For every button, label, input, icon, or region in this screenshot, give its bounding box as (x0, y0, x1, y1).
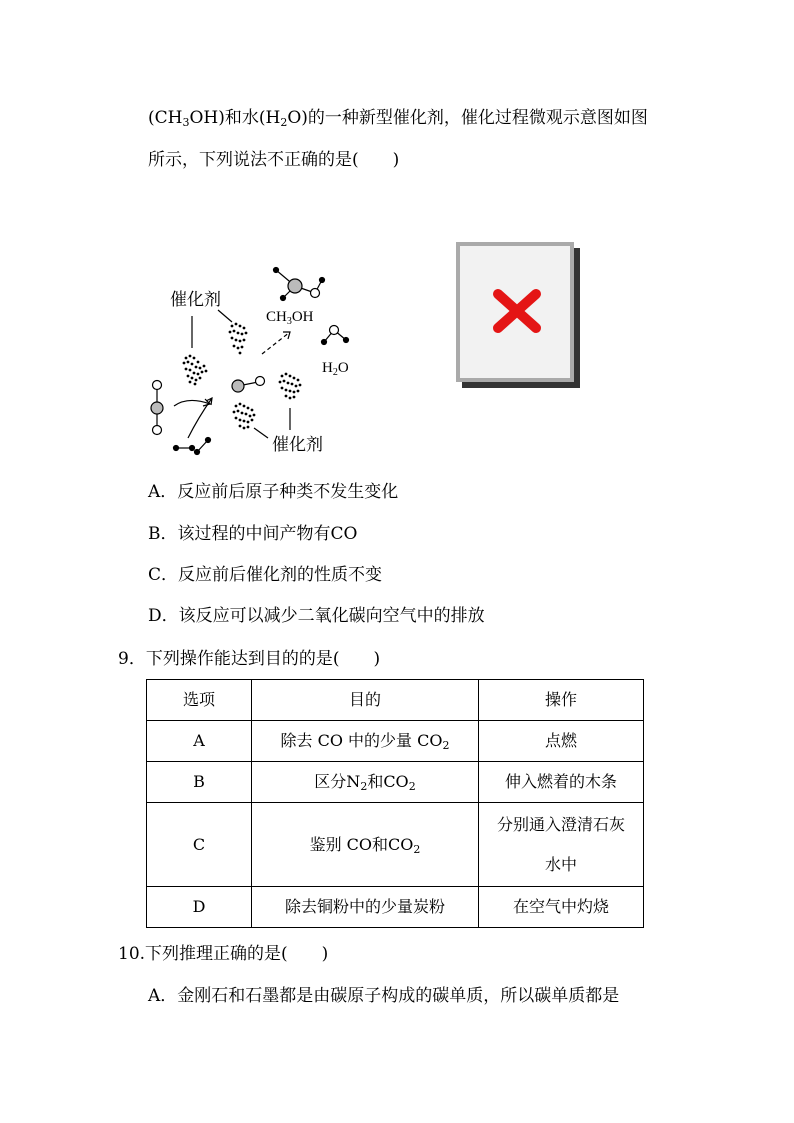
q10-stem: 10.下列推理正确的是( ) (118, 944, 329, 964)
catalyst-cluster (183, 355, 208, 386)
catalyst-label-top: 催化剂 (170, 290, 221, 310)
subscript: 2 (442, 739, 450, 752)
co2-molecule (151, 381, 163, 435)
purpose-text: 区分N (314, 772, 361, 791)
subscript: 2 (413, 842, 421, 856)
purpose-cell (252, 721, 479, 762)
broken-image-svg (456, 242, 580, 388)
catalysis-diagram-svg (140, 258, 380, 468)
header-purpose: 目的 (252, 680, 479, 721)
table-row (147, 721, 644, 762)
intro-text: (CH (148, 108, 183, 128)
purpose-cell (252, 762, 479, 803)
table-row (147, 887, 644, 928)
operation-cell: 在空气中灼烧 (479, 887, 644, 928)
purpose-text: 和CO (367, 772, 409, 791)
purpose-text: 除去 CO 中的少量 CO (280, 731, 443, 750)
ch3oh-molecule (274, 268, 325, 301)
intro-line-2: 所示，下列说法不正确的是( ) (148, 150, 400, 170)
h2o-label: $H_2O$ (322, 360, 349, 378)
q8-option-c: C．反应前后催化剂的性质不变 (148, 565, 383, 585)
table-header-row (147, 680, 644, 721)
catalysis-diagram (140, 258, 380, 468)
q9-stem: 9．下列操作能达到目的的是( ) (118, 649, 381, 669)
q10-option-a: A．金刚石和石墨都是由碳原子构成的碳单质，所以碳单质都是 (148, 986, 620, 1006)
q9-table (146, 679, 644, 928)
option-cell: C (147, 803, 252, 887)
operation-text: 分别通入澄清石灰 (496, 814, 625, 834)
intro-text: O)的一种新型催化剂，催化过程微观示意图如图 (287, 108, 648, 128)
header-operation: 操作 (479, 680, 644, 721)
option-cell: A (147, 721, 252, 762)
ch3oh-label: $CH_3OH$ (266, 309, 314, 327)
operation-cell (479, 803, 644, 887)
h2-molecules (174, 438, 211, 455)
table-row (147, 803, 644, 887)
q8-option-d: D．该反应可以减少二氧化碳向空气中的排放 (148, 606, 485, 626)
operation-cell: 伸入燃着的木条 (479, 762, 644, 803)
option-cell: D (147, 887, 252, 928)
header-option: 选项 (147, 680, 252, 721)
operation-cell: 点燃 (479, 721, 644, 762)
subscript: 3 (182, 116, 190, 129)
q8-option-b: B．该过程的中间产物有CO (148, 524, 358, 544)
purpose-cell: 除去铜粉中的少量炭粉 (252, 887, 479, 928)
intro-line-1 (148, 106, 648, 130)
subscript: 2 (360, 780, 368, 793)
co-molecule (232, 377, 265, 393)
catalyst-label-bottom: 催化剂 (272, 435, 323, 455)
catalyst-cluster (233, 403, 256, 430)
operation-text: 水中 (544, 854, 577, 874)
table-row (147, 762, 644, 803)
subscript: 2 (280, 116, 288, 129)
option-cell: B (147, 762, 252, 803)
intro-text: OH)和水(H (189, 108, 281, 128)
purpose-cell (252, 803, 479, 887)
q8-option-a: A．反应前后原子种类不发生变化 (148, 482, 399, 502)
subscript: 2 (408, 780, 416, 793)
h2o-molecule (322, 326, 349, 345)
catalyst-cluster (229, 323, 248, 355)
catalyst-cluster (279, 373, 302, 400)
broken-image-placeholder (456, 242, 580, 388)
purpose-text: 鉴别 CO和CO (309, 834, 414, 854)
